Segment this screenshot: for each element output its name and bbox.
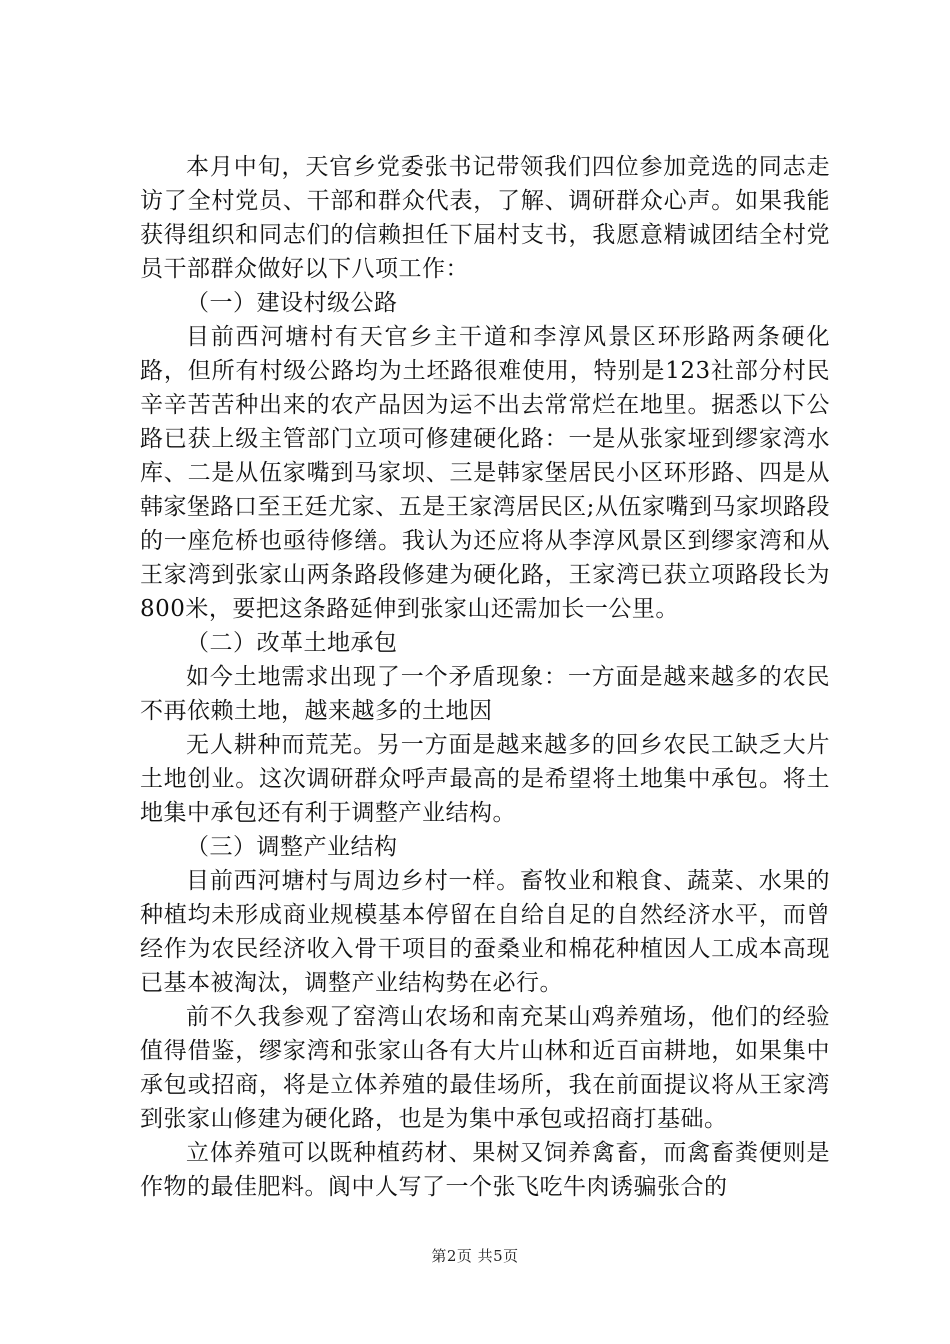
paragraph-industry-3: 立体养殖可以既种植药材、果树又饲养禽畜，而禽畜粪便则是作物的最佳肥料。阆中人写了一个张飞吃牛肉诱骗张合的 <box>140 1140 830 1200</box>
section-heading-land-contract: （二）改革土地承包 <box>186 630 398 656</box>
paragraph-land-contract-1: 如今土地需求出现了一个矛盾现象：一方面是越来越多的农民不再依赖土地，越来越多的土地因 <box>140 664 830 724</box>
section-heading-roads: （一）建设村级公路 <box>186 290 398 316</box>
paragraph-intro: 本月中旬，天官乡党委张书记带领我们四位参加竞选的同志走访了全村党员、干部和群众代表，了解、调研群众心声。如果我能获得组织和同志们的信赖担任下届村支书，我愿意精诚团结全村党员干部群众做好以下八项工作： <box>140 154 830 282</box>
paragraph-land-contract-2: 无人耕种而荒芜。另一方面是越来越多的回乡农民工缺乏大片土地创业。这次调研群众呼声最高的是希望将土地集中承包。将土地集中承包还有利于调整产业结构。 <box>140 732 830 826</box>
paragraph-roads: 目前西河塘村有天官乡主干道和李淳风景区环形路两条硬化路，但所有村级公路均为土坯路很难使用，特别是123社部分村民辛辛苦苦种出来的农产品因为运不出去常常烂在地里。据悉以下公路已获上级主管部门立项可修建硬化路：一是从张家垭到缪家湾水库、二是从伍家嘴到马家坝、三是韩家堡居民小区环形路、四是从韩家堡路口至王廷尤家、五是王家湾居民区;从伍家嘴到马家坝路段的一座危桥也亟待修缮。我认为还应将从李淳风景区到缪家湾和从王家湾到张家山两条路段修建为硬化路，王家湾已获立项路段长为800米，要把这条路延伸到张家山还需加长一公里。 <box>140 324 830 622</box>
page-footer: 第2页 共5页 <box>431 1247 519 1265</box>
section-heading-industry: （三）调整产业结构 <box>186 834 398 860</box>
paragraph-industry-2: 前不久我参观了窑湾山农场和南充某山鸡养殖场，他们的经验值得借鉴，缪家湾和张家山各有大片山林和近百亩耕地，如果集中承包或招商，将是立体养殖的最佳场所，我在前面提议将从王家湾到张家山修建为硬化路，也是为集中承包或招商打基础。 <box>140 1004 830 1132</box>
document-body <box>140 150 830 1204</box>
paragraph-industry-1: 目前西河塘村与周边乡村一样。畜牧业和粮食、蔬菜、水果的种植均未形成商业规模基本停留在自给自足的自然经济水平，而曾经作为农民经济收入骨干项目的蚕桑业和棉花种植因人工成本高现已基本被淘汰，调整产业结构势在必行。 <box>140 868 830 996</box>
